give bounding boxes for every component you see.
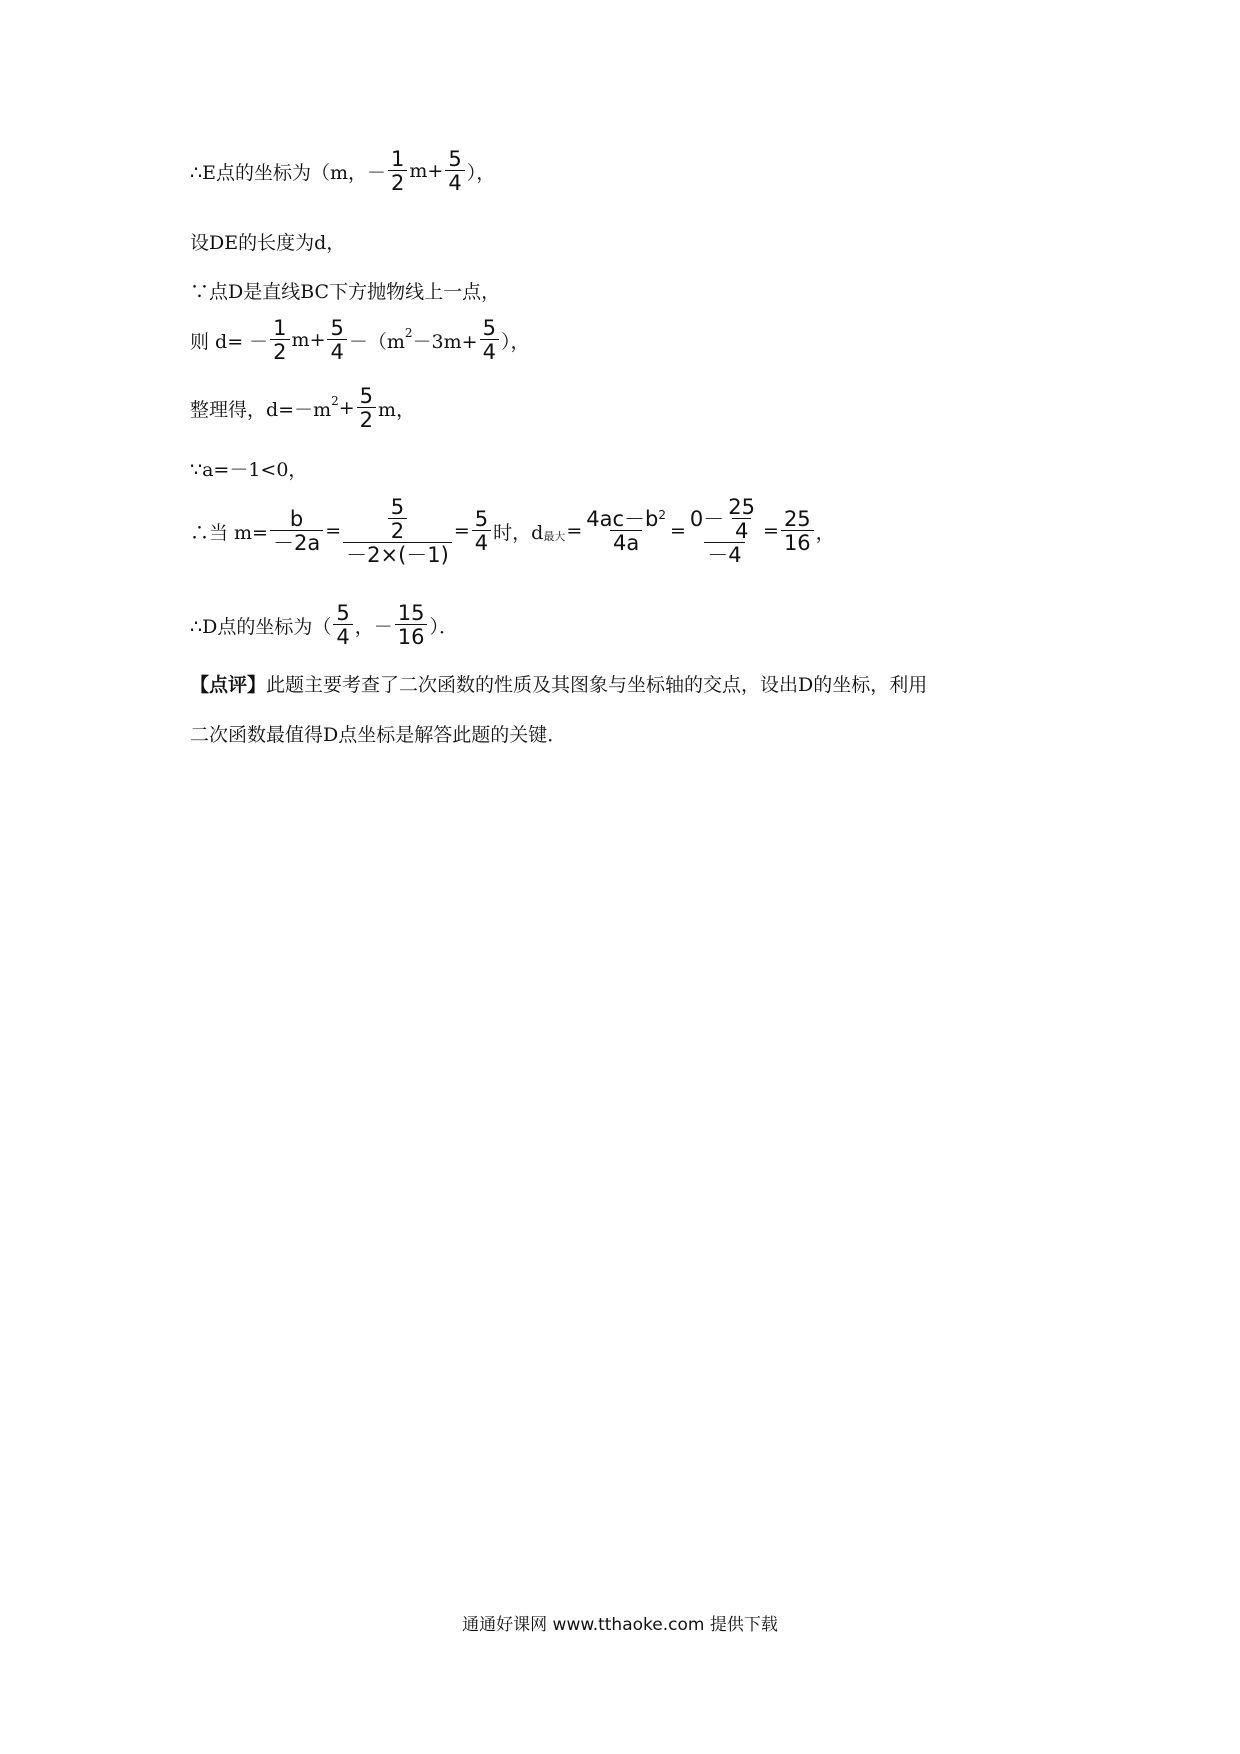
fraction bbox=[480, 317, 499, 363]
text: 设DE的长度为d， bbox=[190, 232, 346, 254]
line-a-negative bbox=[190, 455, 307, 482]
text: －（m bbox=[348, 330, 405, 353]
text: ）， bbox=[500, 330, 530, 353]
numerator: 1 bbox=[391, 147, 405, 171]
denominator: 4 bbox=[480, 339, 499, 363]
line-de-length bbox=[190, 228, 345, 255]
text: ，－ bbox=[354, 615, 393, 638]
text: －3m+ bbox=[412, 330, 478, 353]
text: ∵点D是直线BC下方抛物线上一点， bbox=[190, 281, 501, 303]
text: + bbox=[338, 397, 355, 420]
text: = bbox=[566, 520, 583, 543]
numerator: 25 bbox=[783, 507, 811, 532]
text: 则 d= － bbox=[190, 330, 269, 353]
text: ）． bbox=[429, 615, 458, 638]
nested-fraction bbox=[388, 496, 407, 542]
text: ∴E点的坐标为（m， bbox=[190, 161, 367, 184]
text: = bbox=[325, 520, 342, 543]
fraction bbox=[584, 508, 668, 554]
fraction bbox=[270, 317, 289, 363]
superscript: 2 bbox=[658, 508, 666, 523]
denominator: 4 bbox=[472, 530, 491, 554]
line-comment bbox=[190, 670, 927, 697]
numerator: b bbox=[289, 507, 304, 532]
fraction bbox=[445, 148, 464, 194]
denominator: 16 bbox=[395, 624, 428, 648]
numerator: 5 bbox=[336, 601, 350, 625]
fraction bbox=[357, 385, 376, 431]
denominator: －4 bbox=[704, 542, 744, 566]
numerator: 5 bbox=[482, 316, 496, 340]
text: 二次函数最值得D点坐标是解答此题的关键． bbox=[190, 724, 567, 746]
text: 整理得，d=－m bbox=[190, 398, 332, 421]
text: 时，d bbox=[493, 521, 544, 544]
superscript: 2 bbox=[404, 326, 413, 341]
numerator: 5 bbox=[330, 316, 344, 340]
numerator: 5 bbox=[448, 147, 462, 171]
line-comment-cont bbox=[190, 720, 566, 747]
fraction bbox=[388, 148, 407, 194]
text: ）， bbox=[466, 161, 496, 184]
fraction bbox=[327, 317, 346, 363]
numerator bbox=[688, 496, 761, 542]
fraction bbox=[395, 602, 428, 648]
denominator: 4a bbox=[610, 530, 642, 554]
text: = bbox=[763, 520, 779, 543]
numerator: 15 bbox=[397, 601, 425, 625]
nested-fraction bbox=[726, 496, 757, 542]
page-footer: 通通好课网 www.tthaoke.com 提供下载 bbox=[462, 1615, 778, 1635]
numerator bbox=[584, 508, 668, 530]
comment-label: 【点评】 bbox=[190, 674, 267, 696]
text: 0－ bbox=[689, 507, 725, 532]
fraction bbox=[688, 496, 761, 566]
numerator: 1 bbox=[273, 316, 287, 340]
denominator: 4 bbox=[327, 339, 346, 363]
subscript: 最大 bbox=[543, 530, 566, 544]
text: = bbox=[453, 520, 470, 543]
line-d-expression bbox=[190, 317, 529, 363]
text: m+ bbox=[409, 160, 444, 183]
text: ∴D点的坐标为（ bbox=[190, 615, 332, 638]
fraction bbox=[472, 508, 491, 554]
denominator: 4 bbox=[445, 170, 464, 194]
line-simplify bbox=[190, 385, 415, 431]
denominator: 4 bbox=[333, 624, 352, 648]
denominator: 2 bbox=[388, 518, 407, 542]
line-point-d bbox=[190, 277, 500, 304]
line-max-value bbox=[190, 496, 835, 566]
text: m， bbox=[378, 398, 416, 421]
fraction bbox=[343, 496, 452, 566]
fraction bbox=[270, 508, 323, 554]
text: = bbox=[669, 520, 686, 543]
text: 此题主要考查了二次函数的性质及其图象与坐标轴的交点，设出D的坐标，利用 bbox=[266, 674, 928, 696]
numerator: 5 bbox=[359, 384, 374, 408]
fraction bbox=[333, 602, 352, 648]
denominator: 2 bbox=[357, 407, 376, 431]
denominator: 4 bbox=[732, 518, 751, 542]
denominator: －2×(－1) bbox=[343, 542, 452, 566]
fraction bbox=[781, 508, 814, 554]
denominator: 2 bbox=[270, 339, 289, 363]
line-e-coordinate bbox=[190, 148, 495, 194]
denominator: 16 bbox=[781, 530, 814, 554]
numerator: 5 bbox=[390, 495, 405, 519]
numerator bbox=[384, 496, 411, 542]
line-d-coordinate bbox=[190, 602, 458, 648]
text: 4ac－b bbox=[586, 507, 659, 532]
numerator: 25 bbox=[728, 495, 756, 519]
text: － bbox=[366, 161, 386, 184]
text: ∵a=－1<0， bbox=[190, 459, 308, 481]
numerator: 5 bbox=[474, 507, 489, 532]
denominator: －2a bbox=[270, 530, 323, 554]
text: m+ bbox=[291, 329, 326, 352]
text: ， bbox=[815, 521, 835, 544]
denominator: 2 bbox=[388, 170, 407, 194]
superscript: 2 bbox=[331, 394, 339, 409]
text: ∴当 m= bbox=[190, 521, 268, 544]
